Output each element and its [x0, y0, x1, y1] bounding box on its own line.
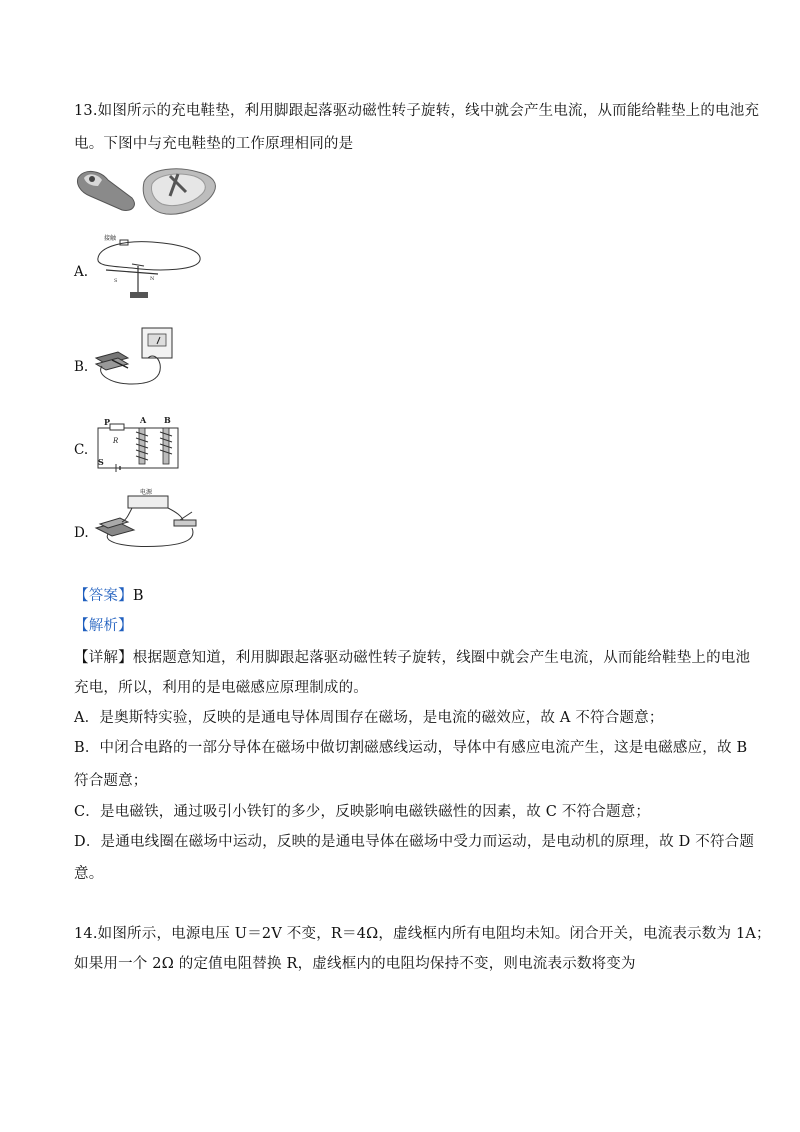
- detail-line1: 【详解】根据题意知道，利用脚跟起落驱动磁性转子旋转，线圈中就会产生电流，从而能给鞋垫上的电池: [74, 650, 751, 666]
- q13-stem-line1: 13.如图所示的充电鞋垫，利用脚跟起落驱动磁性转子旋转，线中就会产生电流，从而能给鞋垫上的电池充: [74, 103, 760, 119]
- explanation-b-line1: B．中闭合电路的一部分导体在磁场中做切割磁感线运动，导体中有感应电流产生，这是电磁感应，故 B: [74, 740, 748, 756]
- explanation-a: A．是奥斯特实验，反映的是通电导体周围存在磁场，是电流的磁效应，故 A 不符合题意；: [74, 710, 664, 726]
- charging-insole-photo: [74, 162, 220, 218]
- detail-line2: 充电，所以，利用的是电磁感应原理制成的。: [74, 680, 368, 696]
- option-d-label: D.: [74, 525, 89, 541]
- svg-text:N: N: [150, 276, 155, 282]
- option-c-label: C.: [74, 442, 89, 458]
- figure-a-oersted: [92, 230, 210, 302]
- q13-stem-line2: 电。下图中与充电鞋垫的工作原理相同的是: [74, 136, 354, 152]
- answer-line: [74, 584, 144, 605]
- answer-tag: 【答案】: [74, 588, 133, 604]
- figure-c-label-p: P: [104, 417, 111, 427]
- figure-c-label-s: S: [98, 457, 104, 467]
- explanation-c: C．是电磁铁，通过吸引小铁钉的多少，反映影响电磁铁磁性的因素，故 C 不符合题意；: [74, 804, 651, 820]
- figure-d-motor: [92, 488, 204, 550]
- figure-d-text: 电源: [140, 489, 153, 496]
- q14-stem-line1: 14.如图所示，电源电压 U＝2V 不变，R＝4Ω，虚线框内所有电阻均未知。闭合开关，电流表示数为 1A；: [74, 926, 771, 942]
- figure-a-text: 接触: [104, 235, 117, 242]
- answer-value: B: [132, 588, 144, 604]
- svg-text:S: S: [114, 278, 118, 284]
- q14-stem-line2: 如果用一个 2Ω 的定值电阻替换 R，虚线框内的电阻均保持不变，则电流表示数将变为: [74, 956, 636, 972]
- option-a-label: A.: [74, 264, 89, 280]
- explanation-d-line2: 意。: [74, 866, 104, 882]
- option-b-label: B.: [74, 359, 89, 375]
- figure-c-label-r: R: [113, 437, 119, 445]
- figure-b-induction: [92, 324, 192, 390]
- figure-c-electromagnet: [92, 414, 184, 476]
- explanation-d-line1: D．是通电线圈在磁场中运动，反映的是通电导体在磁场中受力而运动，是电动机的原理，故 D 不符合题: [74, 834, 755, 850]
- explanation-b-line2: 符合题意；: [74, 773, 148, 789]
- figure-c-label-a: A: [140, 415, 147, 425]
- figure-c-label-b: B: [164, 415, 171, 425]
- analysis-tag: 【解析】: [74, 618, 133, 634]
